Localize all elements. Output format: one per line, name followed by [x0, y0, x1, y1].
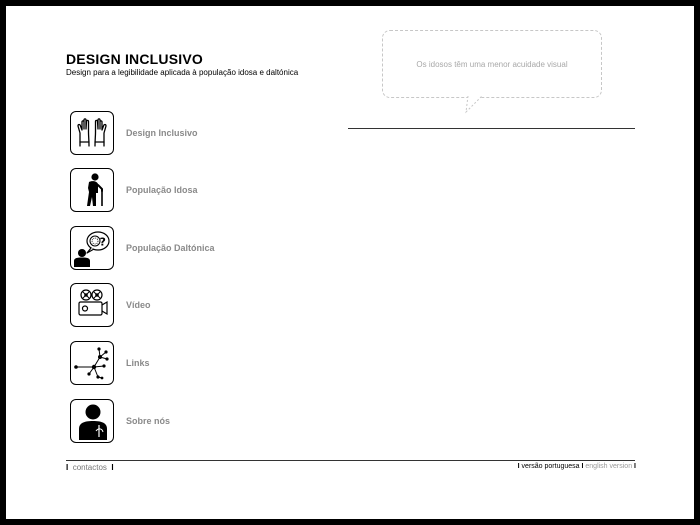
nav-item-label: Links: [126, 358, 150, 368]
nav-item-video[interactable]: [70, 283, 270, 329]
footer-divider: [66, 460, 635, 461]
film-camera-icon: [70, 283, 114, 327]
svg-text:?: ?: [99, 235, 106, 249]
contacts-link[interactable]: contactos: [72, 463, 107, 472]
colorblind-person-icon: [70, 226, 114, 270]
page-title: DESIGN INCLUSIVO: [66, 51, 203, 67]
footer-separator: I: [581, 463, 584, 470]
language-switcher: [518, 463, 636, 470]
footer-contacts: [66, 463, 114, 472]
footer-separator: I: [517, 463, 520, 470]
page: [6, 6, 694, 519]
hands-icon: [70, 111, 114, 155]
speech-bubble-text: Os idosos têm uma menor acuidade visual: [416, 60, 568, 69]
footer-separator: I: [634, 463, 636, 470]
footer-separator: I: [66, 463, 69, 472]
nav-item-sobre-nos[interactable]: [70, 399, 270, 445]
lang-pt-link[interactable]: versão portuguesa: [521, 463, 580, 470]
nav-item-links[interactable]: [70, 341, 270, 387]
nav-item-populacao-idosa[interactable]: [70, 168, 270, 214]
person-bust-icon: [70, 399, 114, 443]
nav-item-label: População Idosa: [126, 185, 198, 195]
nav-item-label: População Daltónica: [126, 243, 215, 253]
speech-bubble-tail-icon: [462, 96, 486, 114]
footer-separator: I: [111, 463, 114, 472]
content-divider: [348, 128, 635, 129]
nav-item-label: Vídeo: [126, 300, 151, 310]
lang-en-link[interactable]: english version: [585, 463, 633, 470]
speech-bubble: [382, 30, 602, 98]
nav-item-label: Design Inclusivo: [126, 128, 198, 138]
network-nodes-icon: [70, 341, 114, 385]
nav-item-label: Sobre nós: [126, 416, 171, 426]
nav-item-populacao-daltonica[interactable]: [70, 226, 270, 272]
page-subtitle: Design para a legibilidade aplicada à população idosa e daltónica: [66, 68, 299, 77]
elderly-person-icon: [70, 168, 114, 212]
nav-item-design-inclusivo[interactable]: [70, 111, 270, 157]
